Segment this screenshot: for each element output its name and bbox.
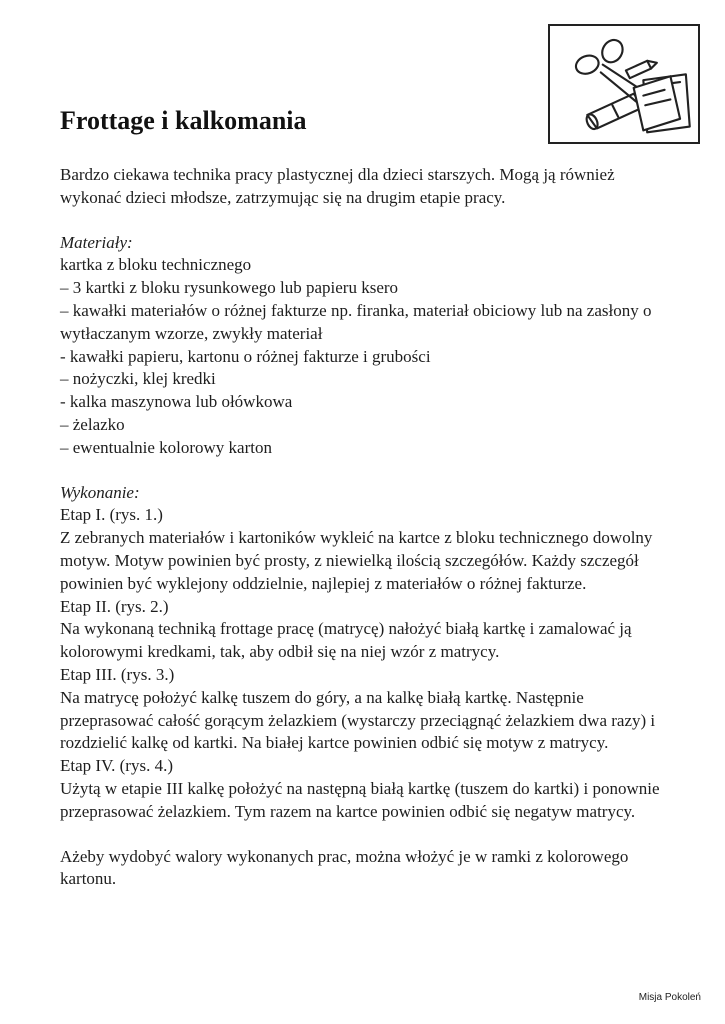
materials-item: kartka z bloku technicznego (60, 255, 252, 275)
stage-text: Z zebranych materiałów i kartoników wykleić na kartce z bloku technicznego dowolny motyw. Motyw powinien być prosty, z niewielką ilością szczegółów. Każdy szczegół powinien być wyklejony oddzielnie, najlepiej z materiałów o różnej fakturze. (60, 528, 653, 593)
materials-item: – żelazko (60, 414, 125, 434)
page-title: Frottage i kalkomania (60, 106, 307, 135)
materials-item: - kawałki papieru, kartonu o różnej fakturze i grubości (60, 346, 431, 366)
materials-item: – 3 kartki z bloku rysunkowego lub papieru ksero (60, 278, 399, 298)
footer-credit: Misja Pokoleń (638, 992, 701, 1003)
execution-heading: Wykonanie: (60, 482, 140, 502)
stage-text: Użytą w etapie III kalkę położyć na następną białą kartkę (tuszem do kartki) i ponownie przeprasować żelazkiem. Tym razem na kartce powinien odbić się negatyw matrycy. (60, 778, 660, 821)
stage-label: Etap IV. (rys. 4.) (60, 756, 173, 776)
scissors-and-paper-icon (548, 24, 700, 144)
materials-item: - kalka maszynowa lub ołówkowa (60, 392, 293, 412)
materials-item: – ewentualnie kolorowy karton (60, 437, 272, 457)
stage-label: Etap II. (rys. 2.) (60, 596, 169, 616)
materials-heading: Materiały: (60, 232, 133, 252)
stage-label: Etap III. (rys. 3.) (60, 664, 175, 684)
stage-text: Na wykonaną techniką frottage pracę (matrycę) nałożyć białą kartkę i zamalować ją kolorowymi kredkami, tak, aby odbił się na niej wzór z matrycy. (60, 619, 632, 662)
materials-item: – nożyczki, klej kredki (60, 369, 216, 389)
stage-label: Etap I. (rys. 1.) (60, 505, 163, 525)
materials-item: – kawałki materiałów o różnej fakturze np. firanka, materiał obiciowy lub na zasłony o wytłaczanym wzorze, zwykły materiał (60, 300, 652, 343)
intro-paragraph: Bardzo ciekawa technika pracy plastycznej dla dzieci starszych. Mogą ją również wykonać dzieci młodsze, zatrzymując się na drugim etapie pracy. (60, 165, 615, 207)
closing-paragraph: Ażeby wydobyć walory wykonanych prac, można włożyć je w ramki z kolorowego kartonu. (60, 846, 629, 889)
stage-text: Na matrycę położyć kalkę tuszem do góry, a na kalkę białą kartkę. Następnie przeprasować całość gorącym żelazkiem (wystarczy przeciągnąć żelazkiem dwa razy) i rozdzielić kalkę od kartki. Na białej kartce powinien odbić się motyw z matrycy. (60, 687, 656, 753)
document-body (60, 164, 680, 891)
